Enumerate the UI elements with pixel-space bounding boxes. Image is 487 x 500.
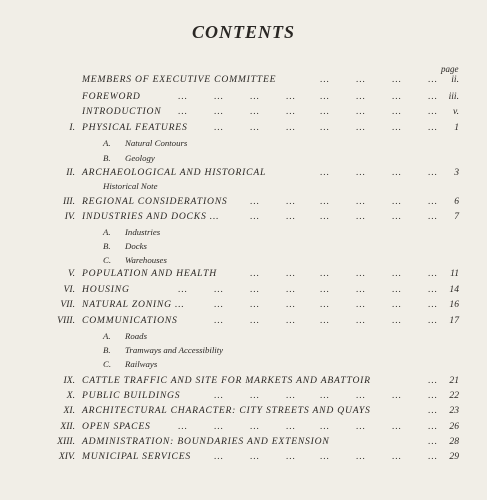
entry-number: IX. (63, 375, 75, 386)
entry-title: MUNICIPAL SERVICES (82, 451, 192, 462)
entry-title: CATTLE TRAFFIC AND SITE FOR MARKETS AND ABATTOIR (82, 375, 371, 386)
toc-entry (0, 74, 487, 88)
leader-dots: ... ... ... ... (320, 167, 438, 177)
sub-entry (103, 241, 403, 253)
sub-entry-letter: C. (103, 359, 112, 369)
entry-title: INDUSTRIES AND DOCKS ... (82, 211, 220, 222)
leader-dots: ... ... ... ... ... ... ... ... (178, 106, 438, 116)
entry-number: VIII. (57, 315, 75, 326)
leader-dots: ... (428, 405, 438, 415)
entry-number: XIV. (58, 451, 75, 462)
sub-entry-title: Tramways and Accessibility (125, 345, 224, 355)
leader-dots: ... (428, 375, 438, 385)
sub-entry (103, 359, 403, 371)
entry-page: 28 (449, 436, 459, 447)
sub-entry-letter: B. (103, 241, 111, 251)
leader-dots: ... ... ... ... ... ... ... (214, 122, 438, 132)
sub-entry (103, 255, 403, 267)
entry-page: 6 (454, 196, 459, 207)
sub-entry (103, 153, 403, 165)
leader-dots: ... ... ... ... ... ... ... ... (178, 421, 438, 431)
entry-page: ii. (451, 74, 459, 85)
sub-entry-letter: A. (103, 227, 111, 237)
toc-entry (0, 299, 487, 313)
toc-entry (0, 167, 487, 181)
sub-entry (103, 138, 403, 150)
leader-dots: ... ... ... ... ... ... (250, 211, 438, 221)
leader-dots: ... ... ... ... ... ... ... ... (178, 91, 438, 101)
entry-title: FOREWORD (82, 91, 141, 102)
entry-page: 1 (454, 122, 459, 133)
entry-page: 7 (454, 211, 459, 222)
entry-number: XIII. (57, 436, 75, 447)
sub-entry-title: Warehouses (125, 255, 167, 265)
entry-title: HOUSING (82, 284, 130, 295)
entry-title: NATURAL ZONING ... (82, 299, 185, 310)
toc-entry (0, 211, 487, 225)
entry-title: PUBLIC BUILDINGS (82, 390, 181, 401)
entry-title: COMMUNICATIONS (82, 315, 178, 326)
sub-entry-title: Geology (125, 153, 155, 163)
entry-title: ARCHITECTURAL CHARACTER: CITY STREETS AND QUAYS (82, 405, 371, 416)
entry-number: III. (63, 196, 75, 207)
sub-entry-letter: A. (103, 138, 111, 148)
entry-title: POPULATION AND HEALTH (82, 268, 217, 279)
leader-dots: ... ... ... ... ... ... ... (214, 390, 438, 400)
entry-number: XII. (60, 421, 75, 432)
entry-note: Historical Note (103, 181, 158, 191)
entry-number: I. (69, 122, 75, 133)
toc-entry (0, 91, 487, 105)
entry-title: ARCHAEOLOGICAL AND HISTORICAL (82, 167, 267, 178)
entry-page: 23 (449, 405, 459, 416)
entry-page: 21 (449, 375, 459, 386)
entry-number: II. (66, 167, 75, 178)
toc-entry (0, 268, 487, 282)
entry-page: 14 (449, 284, 459, 295)
sub-entry-title: Natural Contours (125, 138, 188, 148)
leader-dots: ... ... ... ... ... ... (250, 268, 438, 278)
sub-entry-title: Industries (125, 227, 161, 237)
toc-entry (0, 421, 487, 435)
entry-title: INTRODUCTION (82, 106, 162, 117)
toc-entry (0, 451, 487, 465)
entry-page: 16 (449, 299, 459, 310)
page-title: CONTENTS (191, 22, 295, 42)
entry-page: 17 (449, 315, 459, 326)
entry-page: 22 (449, 390, 459, 401)
entry-number: VII. (60, 299, 75, 310)
sub-entry-letter: B. (103, 345, 111, 355)
sub-entry (103, 227, 403, 239)
entry-page: 26 (449, 421, 459, 432)
toc-entry (0, 315, 487, 329)
entry-title: OPEN SPACES (82, 421, 151, 432)
sub-entry-letter: B. (103, 153, 111, 163)
sub-entry-letter: A. (103, 331, 111, 341)
toc-entry (0, 106, 487, 120)
entry-title: PHYSICAL FEATURES (82, 122, 188, 133)
toc-entry (0, 436, 487, 450)
entry-title: ADMINISTRATION: BOUNDARIES AND EXTENSION (82, 436, 330, 447)
entry-page: v. (453, 106, 459, 117)
entry-page: 29 (449, 451, 459, 462)
toc-entry (0, 196, 487, 210)
leader-dots: ... ... ... ... ... ... ... (214, 299, 438, 309)
sub-entry-title: Roads (125, 331, 147, 341)
sub-entry (103, 345, 403, 357)
entry-number: XI. (63, 405, 75, 416)
entry-number: IV. (64, 211, 75, 222)
entry-page: iii. (448, 91, 459, 102)
entry-page: 11 (450, 268, 459, 279)
entry-number: VI. (63, 284, 75, 295)
leader-dots: ... ... ... ... ... ... ... (214, 315, 438, 325)
leader-dots: ... (428, 436, 438, 446)
leader-dots: ... ... ... ... ... ... ... (214, 451, 438, 461)
sub-entry-title: Railways (125, 359, 158, 369)
sub-entry-title: Docks (125, 241, 147, 251)
leader-dots: ... ... ... ... ... ... (250, 196, 438, 206)
leader-dots: ... ... ... ... (320, 74, 438, 84)
toc-entry (0, 405, 487, 419)
page-column-label: page (441, 64, 459, 74)
toc-entry (0, 390, 487, 404)
leader-dots: ... ... ... ... ... ... ... ... (178, 284, 438, 294)
entry-title: REGIONAL CONSIDERATIONS (82, 196, 228, 207)
entry-number: X. (66, 390, 75, 401)
sub-entry (103, 331, 403, 343)
toc-entry (0, 284, 487, 298)
sub-entry-letter: C. (103, 255, 112, 265)
toc-entry (0, 122, 487, 136)
entry-title: MEMBERS OF EXECUTIVE COMMITTEE (82, 74, 277, 85)
entry-number: V. (67, 268, 75, 279)
entry-page: 3 (454, 167, 459, 178)
toc-entry (0, 375, 487, 389)
